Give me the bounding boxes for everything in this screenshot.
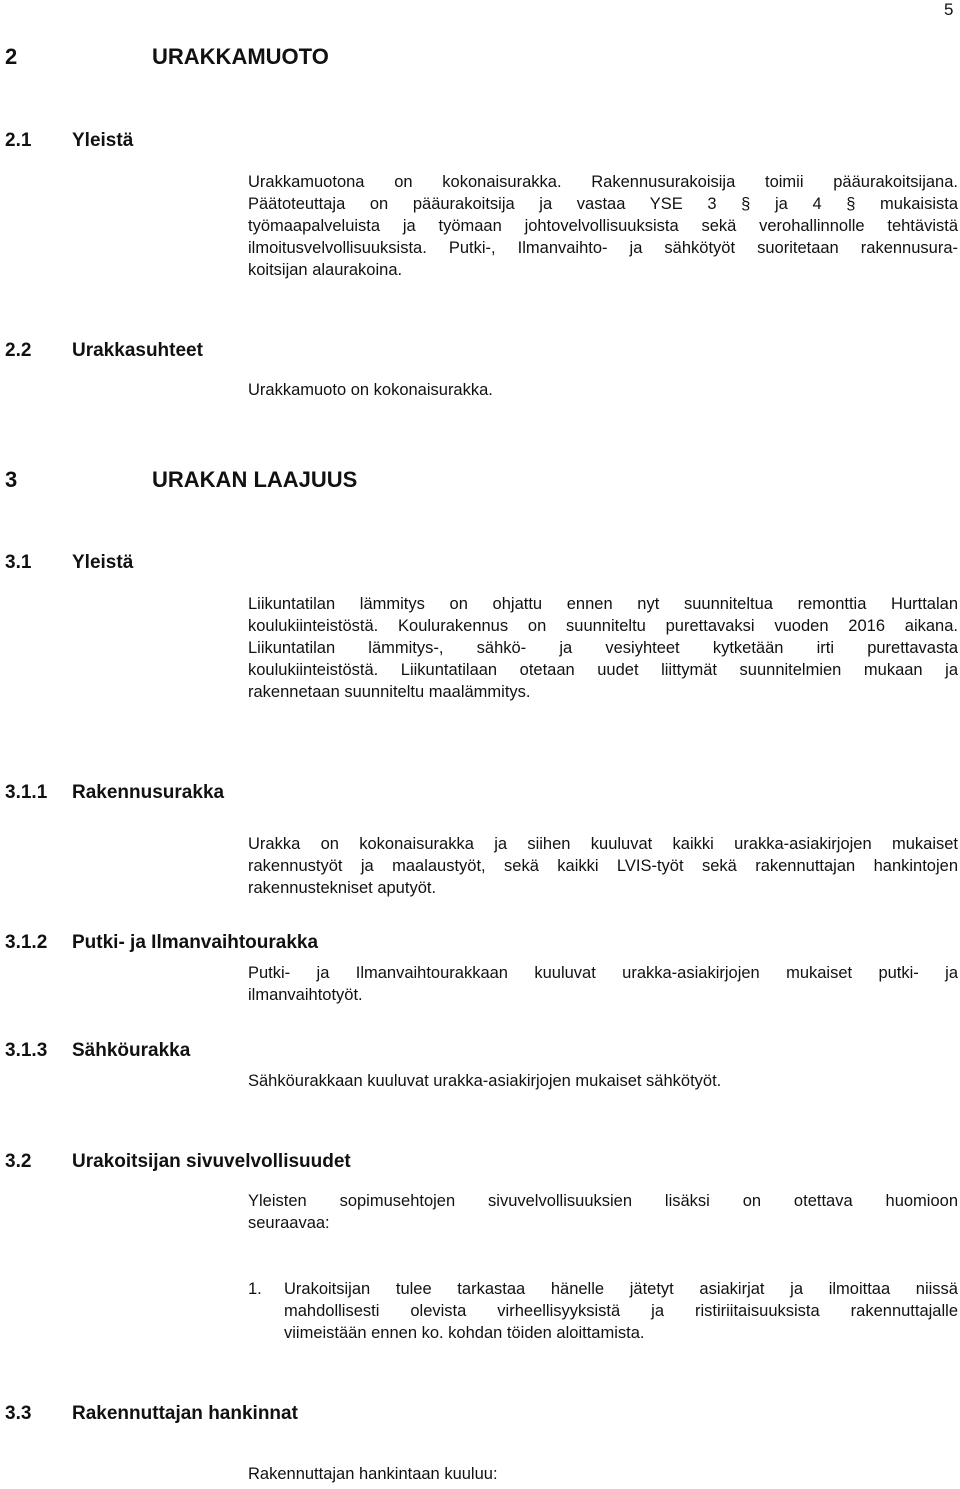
text-line: Yleisten sopimusehtojen sivuvelvollisuuksien lisäksi on otettava huomioon	[248, 1192, 958, 1210]
list-item	[284, 1278, 958, 1344]
text-line: Urakkamuotona on kokonaisurakka. Rakennusurakoisija toimii pääurakoitsijana.	[248, 173, 958, 191]
page-number: 5	[944, 0, 954, 19]
section-3-3-paragraph	[248, 1463, 958, 1485]
section-3-1-3-title: Sähköurakka	[72, 1040, 191, 1061]
section-2-2-title: Urakkasuhteet	[72, 340, 203, 361]
section-2-number: 2	[5, 44, 18, 69]
text-line: Urakka on kokonaisurakka ja siihen kuuluvat kaikki urakka-asiakirjojen mukaiset	[248, 835, 958, 853]
text-line: rakennetaan suunniteltu maalämmitys.	[248, 683, 531, 701]
section-2-2-paragraph	[248, 379, 958, 401]
section-3-1-paragraph	[248, 593, 958, 703]
text-line: Putki- ja Ilmanvaihtourakkaan kuuluvat urakka-asiakirjojen mukaiset putki- ja	[248, 964, 958, 982]
text-line: Urakoitsijan tulee tarkastaa hänelle jätetyt asiakirjat ja ilmoittaa niissä	[284, 1280, 958, 1298]
section-3-1-2-title: Putki- ja Ilmanvaihtourakka	[72, 932, 319, 953]
section-2-1-title: Yleistä	[72, 130, 134, 151]
section-2-2-number: 2.2	[5, 340, 32, 361]
text-line: Liikuntatilan lämmitys on ohjattu ennen nyt suunniteltua remonttia Hurttalan	[248, 595, 958, 613]
text-line: Liikuntatilan lämmitys-, sähkö- ja vesiyhteet kytketään irti purettavasta	[248, 639, 958, 657]
section-3-number: 3	[5, 467, 18, 492]
section-3-1-number: 3.1	[5, 552, 32, 573]
section-3-1-3-paragraph	[248, 1070, 958, 1092]
text-line: työmaapalveluista ja työmaan johtovelvollisuuksista sekä verohallinnolle tehtävistä	[248, 217, 958, 235]
section-3-3-number: 3.3	[5, 1403, 32, 1424]
section-3-1-1-paragraph	[248, 833, 958, 899]
text-line: Rakennuttajan hankintaan kuuluu:	[248, 1465, 498, 1483]
text-line: Sähköurakkaan kuuluvat urakka-asiakirjojen mukaiset sähkötyöt.	[248, 1072, 722, 1090]
text-line: rakennustyöt ja maalaustyöt, sekä kaikki LVIS-työt sekä rakennuttajan hankintojen	[248, 857, 958, 875]
section-2-title: URAKKAMUOTO	[152, 44, 329, 69]
section-3-2-number: 3.2	[5, 1151, 32, 1172]
text-line: ilmoitusvelvollisuuksista. Putki-, Ilmanvaihto- ja sähkötyöt suoritetaan rakennusura-	[248, 239, 958, 257]
section-3-2-paragraph	[248, 1190, 958, 1234]
text-line: mahdollisesti olevista virheellisyyksistä ja ristiriitaisuuksista rakennuttajalle	[284, 1302, 958, 1320]
text-line: koulukiinteistöstä. Koulurakennus on suunniteltu purettavaksi vuoden 2016 aikana.	[248, 617, 958, 635]
text-line: koitsijan alaurakoina.	[248, 261, 403, 279]
section-3-title: URAKAN LAAJUUS	[152, 467, 358, 492]
text-line: Urakkamuoto on kokonaisurakka.	[248, 381, 493, 399]
text-line: Päätoteuttaja on pääurakoitsija ja vastaa YSE 3 § ja 4 § mukaisista	[248, 195, 958, 213]
text-line: seuraavaa:	[248, 1214, 330, 1232]
section-2-1-number: 2.1	[5, 130, 32, 151]
section-2-1-paragraph	[248, 171, 958, 281]
section-3-1-title: Yleistä	[72, 552, 134, 573]
section-3-1-3-number: 3.1.3	[5, 1040, 48, 1061]
section-3-3-title: Rakennuttajan hankinnat	[72, 1403, 298, 1424]
text-line: viimeistään ennen ko. kohdan töiden aloittamista.	[284, 1324, 645, 1342]
text-line: rakennustekniset aputyöt.	[248, 879, 437, 897]
section-3-1-1-number: 3.1.1	[5, 782, 48, 803]
section-3-1-2-number: 3.1.2	[5, 932, 48, 953]
text-line: ilmanvaihtotyöt.	[248, 986, 363, 1004]
section-3-1-2-paragraph	[248, 962, 958, 1006]
section-3-2-title: Urakoitsijan sivuvelvollisuudet	[72, 1151, 351, 1172]
text-line: koulukiinteistöstä. Liikuntatilaan otetaan uudet liittymät suunnitelmien mukaan ja	[248, 661, 958, 679]
list-item-number: 1.	[248, 1280, 262, 1298]
section-3-1-1-title: Rakennusurakka	[72, 782, 225, 803]
